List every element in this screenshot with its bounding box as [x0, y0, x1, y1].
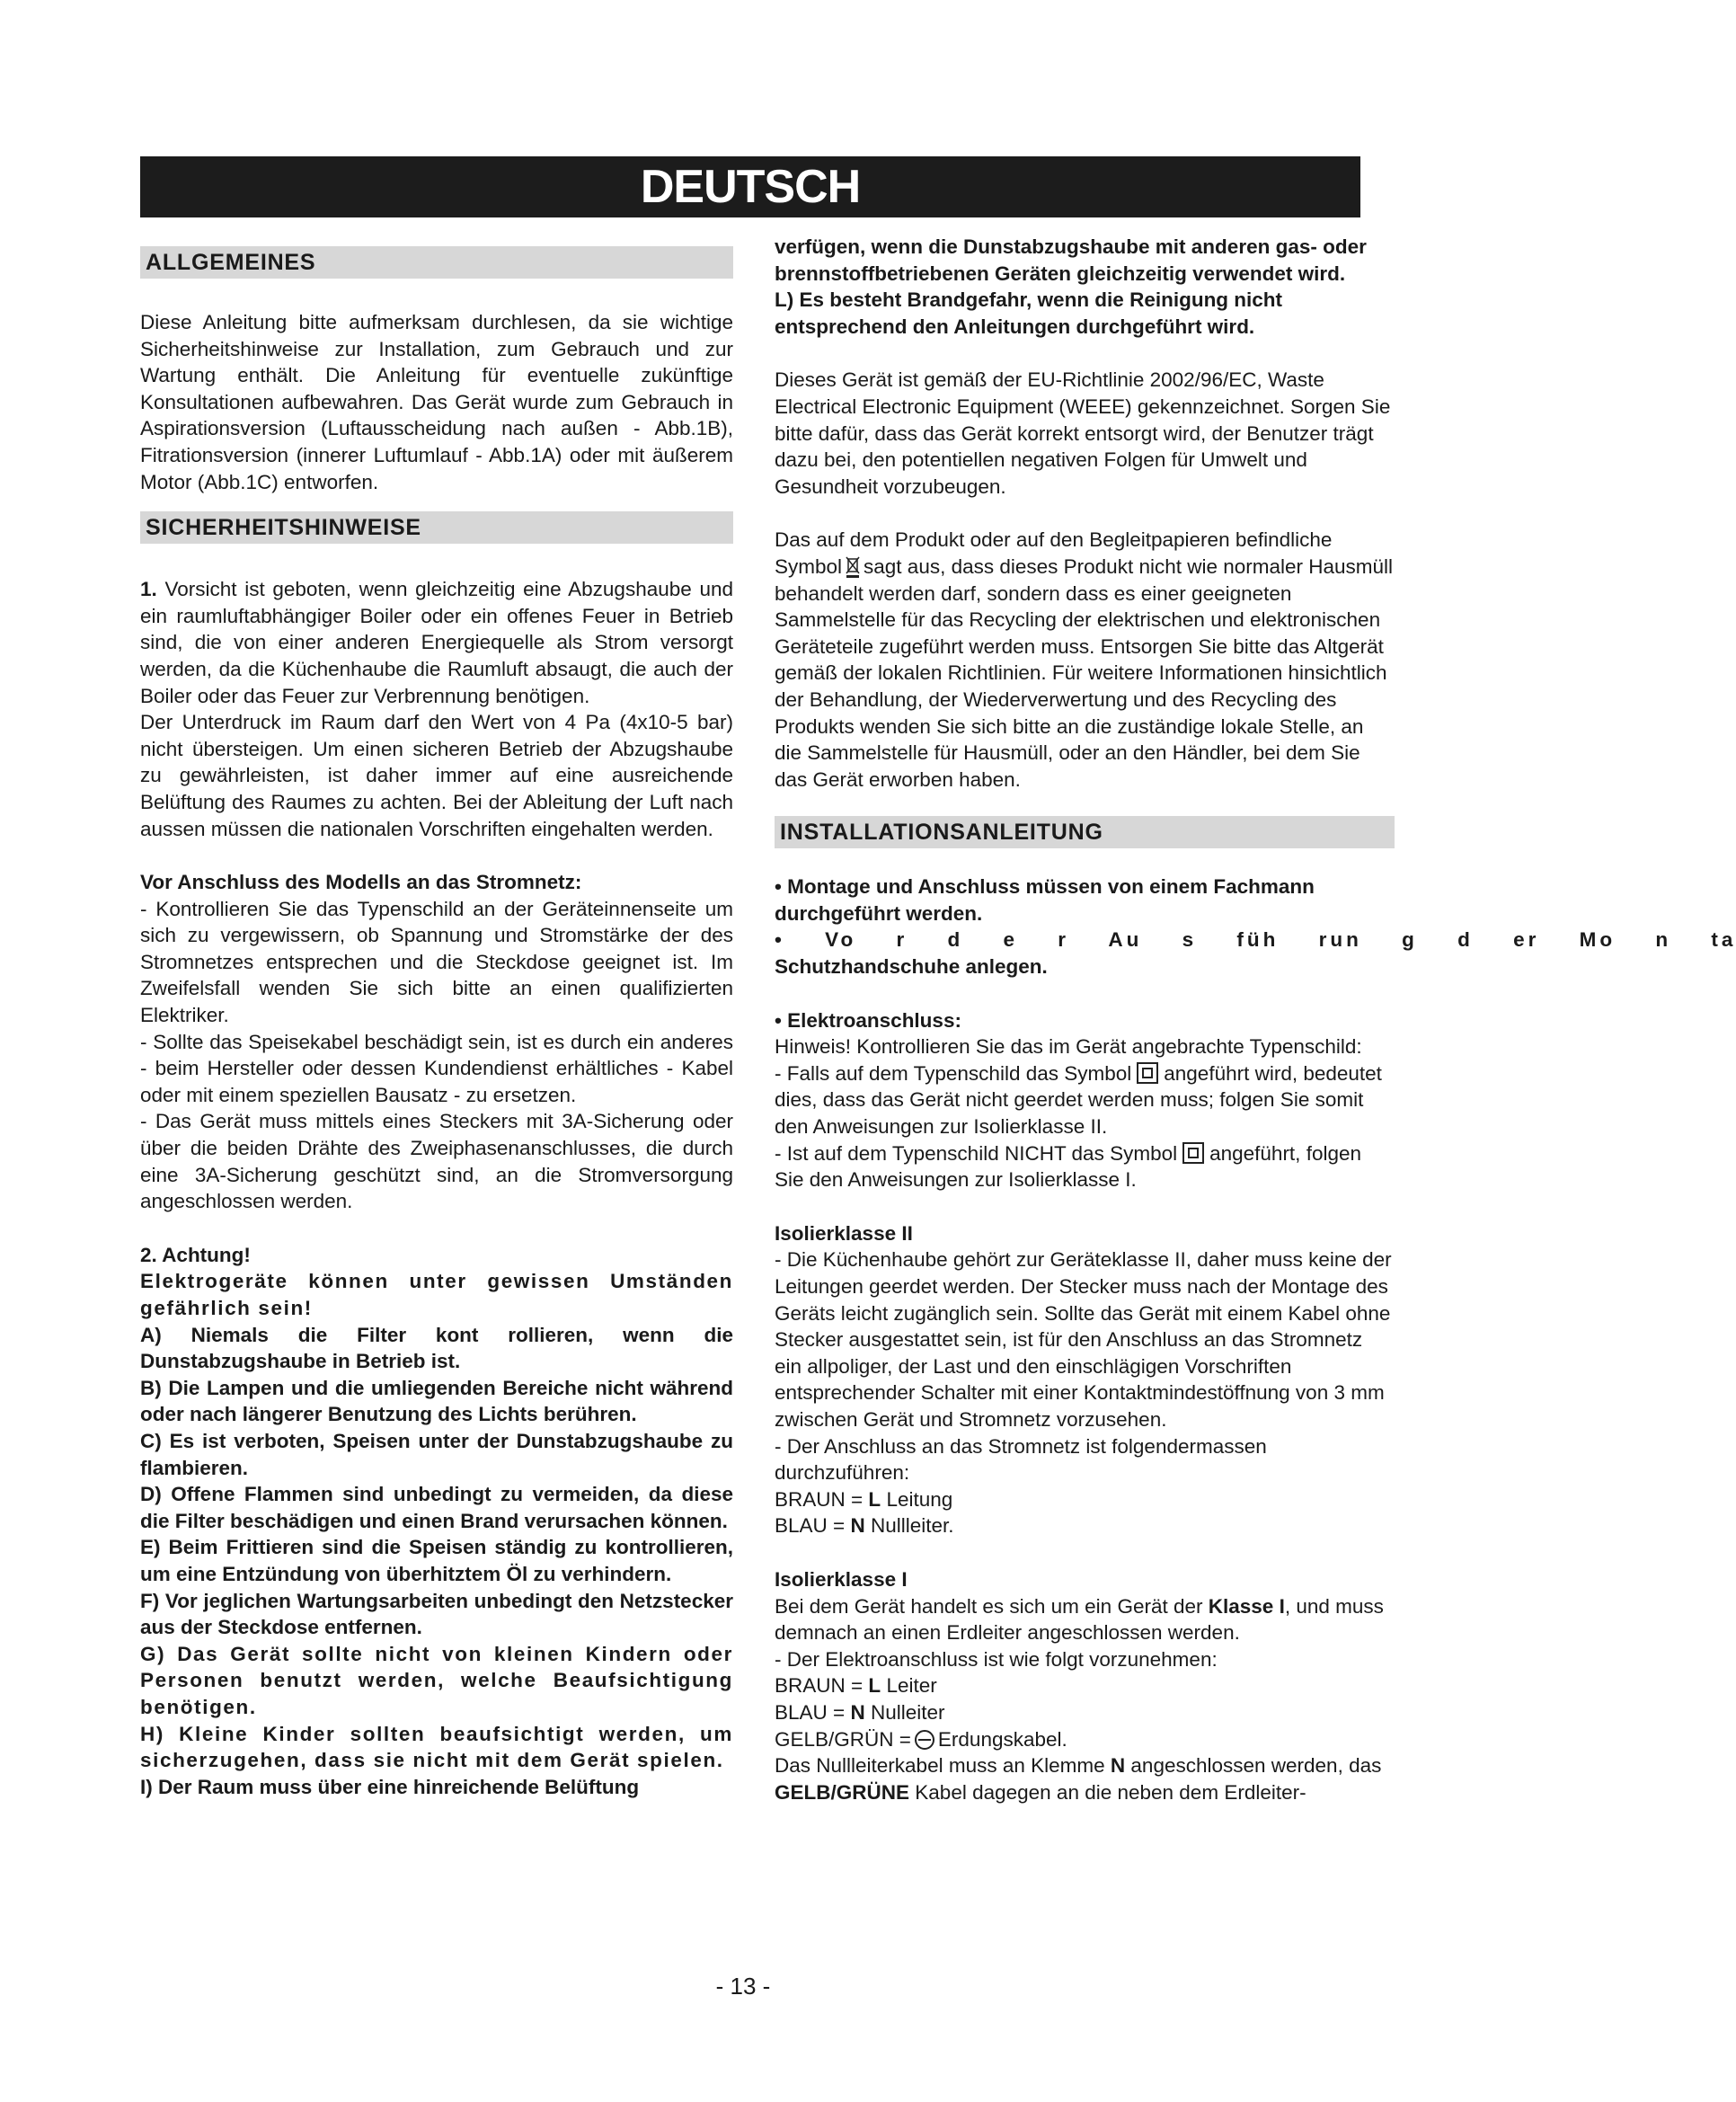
class-i-title: Isolierklasse I	[775, 1567, 908, 1591]
section-heading-safety: SICHERHEITSHINWEISE	[140, 511, 733, 544]
attention-l: L) Es besteht Brandgefahr, wenn die Reinigung nicht entsprechend den Anleitungen durchgeführt wird.	[775, 288, 1283, 338]
class-ii-connection: - Der Anschluss an das Stromnetz ist folgendermassen durchzuführen:	[775, 1434, 1267, 1485]
weee-bin-icon	[846, 555, 860, 579]
ground-symbol-icon	[915, 1730, 934, 1750]
language-banner	[140, 156, 1448, 217]
class-i-paragraph	[775, 1593, 1395, 1646]
wire-desc: Erdungskabel.	[937, 1727, 1067, 1751]
final-text-c: Kabel dagegen an die neben dem Erdleiter-	[915, 1780, 1306, 1804]
class-ii-symbol-icon	[1137, 1062, 1158, 1084]
class-ii-text-b: angeführt wird, bedeutet dies, dass das Gerät nicht geerdet werden muss; folgen Sie somit den Anweisungen zur Isolierklasse II.	[775, 1061, 1382, 1139]
final-n: N	[1110, 1754, 1126, 1778]
electrical-class-i	[775, 1140, 1395, 1193]
wire-desc: Leitung	[886, 1487, 953, 1511]
class-ii-title: Isolierklasse II	[775, 1221, 913, 1245]
attention-subtitle: Elektrogeräte können unter gewissen Umständen gefährlich sein!	[140, 1270, 733, 1319]
wire-desc: Nulleiter	[870, 1700, 945, 1724]
safety-item-1-text: Vorsicht ist geboten, wenn gleichzeitig eine Abzugshaube und ein raumluftabhängiger Boiler oder ein offenes Feuer in Betrieb sind, die von einer anderen Energiequelle als Strom versorgt werden, da die Küchenhaube die Raumluft absaugt, die auch der Boiler oder das Feuer zur Verbrennung benötigen.	[140, 578, 733, 707]
class-i-brown	[775, 1672, 1395, 1699]
mains-cable: - Sollte das Speisekabel beschädigt sein, ist es durch ein anderes - beim Hersteller oder dessen Kundendienst erhältliches - Kabel oder mit einem speziellen Bausatz - zu ersetzen.	[140, 1030, 733, 1106]
general-paragraph: Diese Anleitung bitte aufmerksam durchlesen, da sie wichtige Sicherheitshinweise zur Installation, zum Gebrauch und zur Wartung enthält. Die Anleitung für eventuelle zukünftige Konsultationen aufbewahren. Das Gerät wurde zum Gebrauch in Aspirationsversion (Luftausscheidung nach außen - Abb.1B), Fitrationsversion (innerer Luftumlauf - Abb.1A) oder mit äußerem Motor (Abb.1C) entworfen.	[140, 311, 733, 493]
electrical-class-ii	[775, 1060, 1395, 1140]
class-ii-blue	[775, 1512, 1395, 1539]
safety-item-1-pressure: Der Unterdruck im Raum darf den Wert von 4 Pa (4x10-5 bar) nicht übersteigen. Um einen sicheren Betrieb der Abzugshaube zu gewährleisten, ist daher immer auf eine ausreichende Belüftung des Raumes zu achten. Bei der Ableitung der Luft nach aussen müssen die nationalen Vorschriften eingehalten werden.	[140, 711, 733, 840]
wire-code: L	[868, 1487, 881, 1511]
right-column	[775, 234, 1736, 1805]
class-ii-brown	[775, 1486, 1395, 1513]
class-i-ground	[775, 1726, 1395, 1753]
attention-a: A) Niemals die Filter kont rollieren, wenn die Dunstabzugshaube in Betrieb ist.	[140, 1323, 733, 1373]
attention-d: D) Offene Flammen sind unbedingt zu vermeiden, da diese die Filter beschädigen und einen Brand verursachen können.	[140, 1483, 733, 1532]
wire-desc: Leiter	[886, 1674, 937, 1698]
wire-label: GELB/GRÜN =	[775, 1727, 911, 1751]
mains-fuse: - Das Gerät muss mittels eines Steckers mit 3A-Sicherung oder über die beiden Drähte des Zweiphasenanschlusses, die durch eine 3A-Sicherung geschützt sind, an die Stromversorgung angeschlossen werden.	[140, 1110, 733, 1213]
ventilation-continuation: verfügen, wenn die Dunstabzugshaube mit anderen gas- oder brennstoffbetriebenen Geräten gleichzeitig verwendet wird.	[775, 235, 1367, 285]
language-badge: D	[1396, 165, 1479, 210]
wire-label: BRAUN =	[775, 1674, 864, 1698]
install-note-1: • Montage und Anschluss müssen von einem Fachmann durchgeführt werden.	[775, 875, 1315, 925]
wire-label: BLAU =	[775, 1514, 846, 1538]
weee-symbol-text: sagt aus, dass dieses Produkt nicht wie normaler Hausmüll behandelt werden darf, sondern dass es einer geeigneten Sammelstelle für das Recycling der elektrischen und elektronischen Geräteteile zugeführt werden muss. Entsorgen Sie bitte das Altgerät gemäß der lokalen Richtlinien. Für weitere Informationen hinsichtlich der Behandlung, der Wiederverwertung und des Recycling des Produkts wenden Sie sich bitte an die zuständige lokale Stelle, an die Sammelstelle für Hausmüll, oder an den Händler, bei dem Sie das Gerät erworben haben.	[775, 554, 1394, 791]
section-heading-installation: INSTALLATIONSANLEITUNG	[775, 816, 1395, 848]
wire-label: BLAU =	[775, 1700, 846, 1724]
safety-item-1	[140, 576, 733, 709]
class-i-text-a: - Ist auf dem Typenschild NICHT das Symbol	[775, 1141, 1178, 1165]
attention-i: I) Der Raum muss über eine hinreichende Belüftung	[140, 1775, 640, 1798]
attention-g: G) Das Gerät sollte nicht von kleinen Kindern oder Personen benutzt werden, welche Beaufsichtigung benötigen.	[140, 1642, 733, 1718]
weee-symbol-intro: Das auf dem Produkt oder auf den Begleitpapieren befindliche	[775, 528, 1333, 552]
left-column	[140, 234, 733, 1800]
page-number: - 13 -	[715, 1973, 771, 2000]
install-note-3: Schutzhandschuhe anlegen.	[775, 955, 1048, 979]
final-gg: GELB/GRÜNE	[775, 1780, 910, 1804]
attention-title: 2. Achtung!	[140, 1243, 251, 1266]
electrical-title: • Elektroanschluss:	[775, 1008, 961, 1032]
class-i-blue	[775, 1699, 1395, 1726]
wire-code: N	[850, 1514, 865, 1538]
class-i-text-b: angeführt, folgen Sie den Anweisungen zur Isolierklasse I.	[775, 1141, 1361, 1192]
class-i-text-post: , und muss demnach an einen Erdleiter angeschlossen werden.	[775, 1594, 1384, 1645]
install-note-2: • Vo r d e r Au s füh run g d er Mo n ta	[775, 928, 1736, 952]
weee-symbol-label: Symbol	[775, 554, 843, 578]
safety-item-1-number: 1.	[140, 578, 157, 601]
attention-f: F) Vor jeglichen Wartungsarbeiten unbedingt den Netzstecker aus der Steckdose entfernen.	[140, 1589, 733, 1639]
class-ii-paragraph: - Die Küchenhaube gehört zur Geräteklasse II, daher muss keine der Leitungen geerdet werden. Der Stecker muss nach der Montage des Geräts leicht zugänglich sein. Sollte das Gerät mit einem Kabel ohne Stecker ausgestattet sein, ist für den Anschluss an das Stromnetz ein allpoliger, der Last und den einschlägigen Vorschriften entsprechender Schalter mit einer Kontaktmindestöffnung von 3 mm zwischen Gerät und Stromnetz vorzusehen.	[775, 1248, 1392, 1431]
wire-code: N	[850, 1700, 865, 1724]
wire-desc: Nullleiter.	[870, 1514, 954, 1538]
weee-symbol-paragraph	[775, 554, 1395, 793]
wire-code: L	[868, 1674, 881, 1698]
mains-heading: Vor Anschluss des Modells an das Stromnetz:	[140, 871, 582, 894]
class-i-connection: - Der Elektroanschluss ist wie folgt vorzunehmen:	[775, 1647, 1218, 1671]
final-text-b: angeschlossen werden, das	[1130, 1754, 1382, 1778]
attention-h: H) Kleine Kinder sollten beaufsichtigt werden, um sicherzugehen, dass sie nicht mit dem Gerät spielen.	[140, 1722, 733, 1772]
class-i-final	[775, 1752, 1395, 1805]
final-text-a: Das Nullleiterkabel muss an Klemme	[775, 1754, 1105, 1778]
electrical-note: Hinweis! Kontrollieren Sie das im Gerät angebrachte Typenschild:	[775, 1035, 1362, 1059]
wire-label: BRAUN =	[775, 1487, 864, 1511]
banner-title: DEUTSCH	[640, 161, 861, 213]
class-i-text: Bei dem Gerät handelt es sich um ein Gerät der	[775, 1594, 1203, 1618]
attention-c: C) Es ist verboten, Speisen unter der Dunstabzugshaube zu flambieren.	[140, 1429, 733, 1479]
attention-b: B) Die Lampen und die umliegenden Bereiche nicht während oder nach längerer Benutzung des Lichts berühren.	[140, 1376, 733, 1426]
mains-check: - Kontrollieren Sie das Typenschild an der Geräteinnenseite um sich zu vergewissern, ob Spannung und Stromstärke der des Stromnetzes entsprechen und die Steckdose geeignet ist. Im Zweifelsfall wenden Sie sich bitte an einen qualifizierten Elektriker.	[140, 897, 733, 1027]
class-ii-text-a: - Falls auf dem Typenschild das Symbol	[775, 1061, 1132, 1085]
weee-paragraph: Dieses Gerät ist gemäß der EU-Richtlinie 2002/96/EC, Waste Electrical Electronic Equipment (WEEE) gekennzeichnet. Sorgen Sie bitte dafür, dass das Gerät korrekt entsorgt wird, der Benutzer trägt dazu bei, den potentiellen negativen Folgen für Umwelt und Gesundheit vorzubeugen.	[775, 368, 1391, 498]
section-heading-allgemeines: ALLGEMEINES	[140, 246, 733, 279]
class-i-bold: Klasse I	[1208, 1594, 1285, 1618]
class-ii-symbol-icon	[1182, 1142, 1204, 1164]
attention-e: E) Beim Frittieren sind die Speisen ständig zu kontrollieren, um eine Entzündung von überhitztem Öl zu verhindern.	[140, 1536, 733, 1585]
